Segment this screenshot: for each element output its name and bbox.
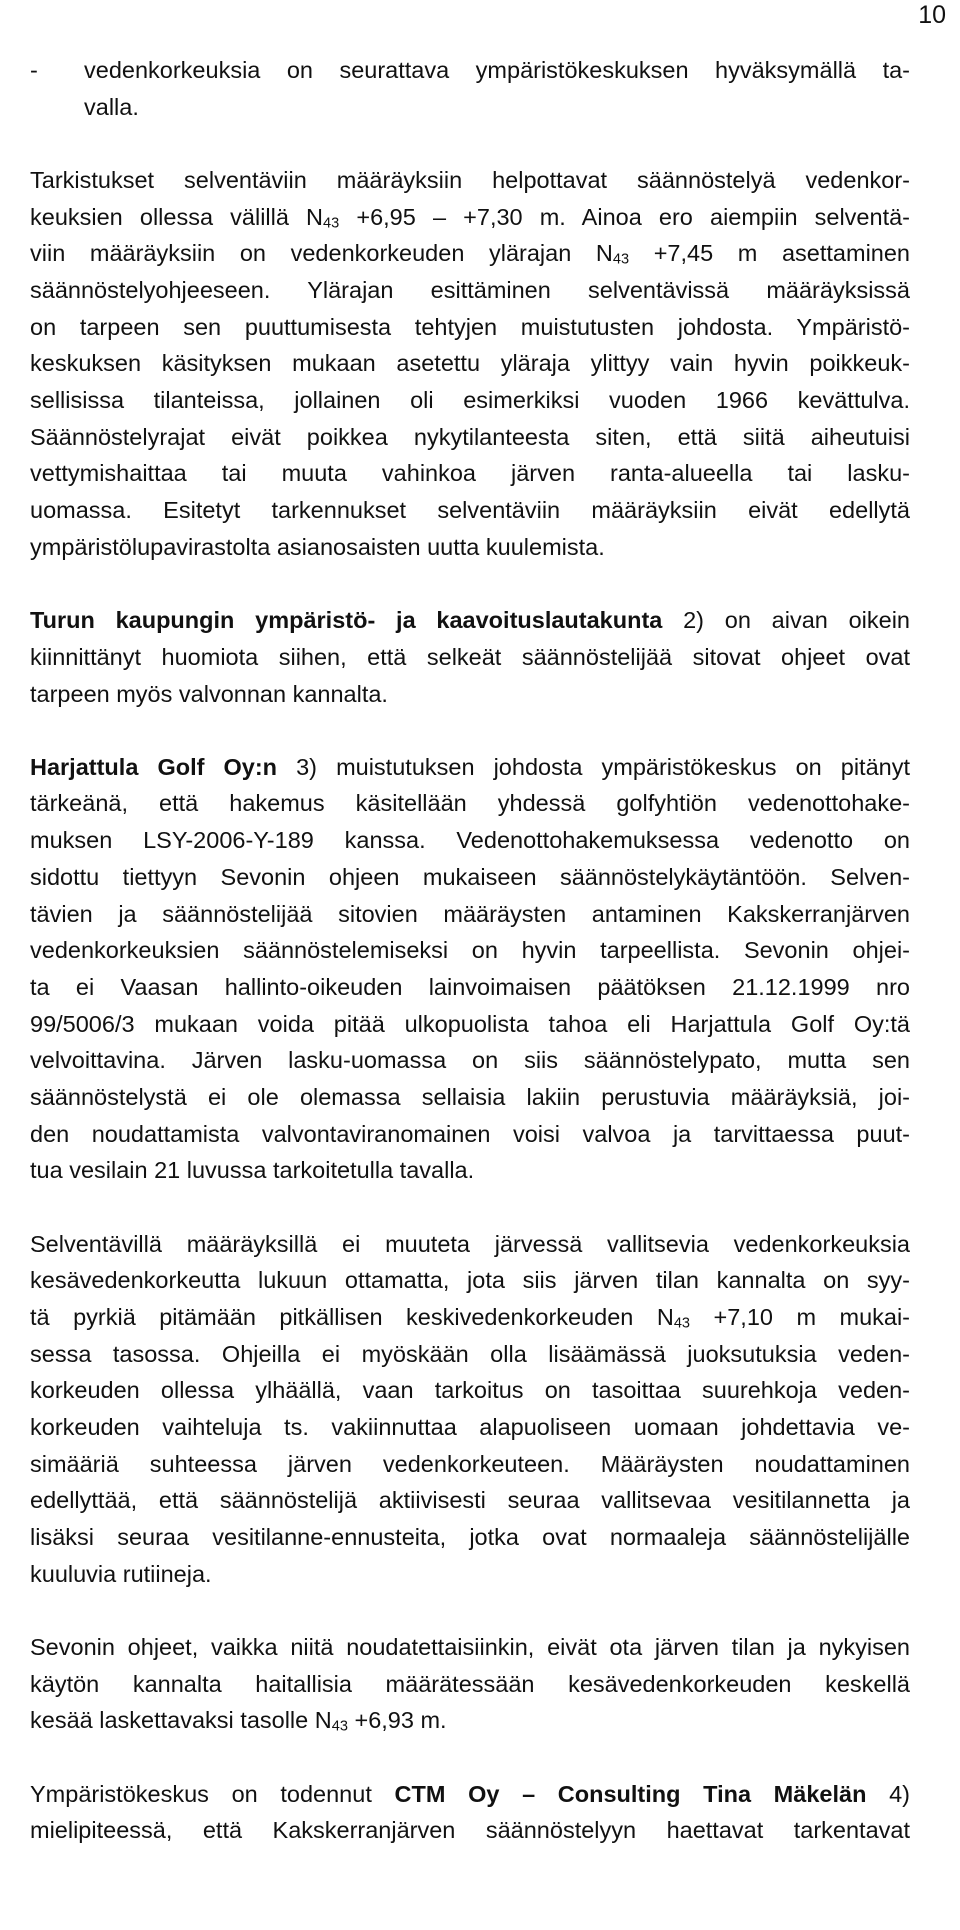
page-number: 10 bbox=[918, 1, 946, 29]
text-run: tä pyrkiä pitämään pitkällisen keskivedenkorkeuden N bbox=[30, 1304, 674, 1330]
bullet-dash: - bbox=[30, 57, 38, 83]
text-line: vedenkorkeuksien säännöstelemiseksi on hyvin tarpeellista. Sevonin ohjei- bbox=[30, 937, 910, 964]
text-line: mielipiteessä, että Kakskerranjärven säännöstelyyn haettavat tarkentavat bbox=[30, 1817, 910, 1844]
text-line: Tarkistukset selventäviin määräyksiin helpottavat säännöstelyä vedenkor- bbox=[30, 166, 910, 193]
text-line: lisäksi seuraa vesitilanne-ennusteita, jotka ovat normaaleja säännöstelijälle bbox=[30, 1524, 910, 1551]
text-line: Selventävillä määräyksillä ei muuteta järvessä vallitsevia vedenkorkeuksia bbox=[30, 1230, 910, 1257]
subscript: 43 bbox=[612, 251, 630, 268]
text-line: on tarpeen sen puuttumisesta tehtyjen muistutusten johdosta. Ympäristö- bbox=[30, 313, 910, 340]
text-line: Sevonin ohjeet, vaikka niitä noudatettaisiinkin, eivät ota järven tilan ja nykyisen bbox=[30, 1634, 910, 1661]
document-body bbox=[30, 52, 910, 1849]
text-line: tärkeänä, että hakemus käsitellään yhdessä golfyhtiön vedenottohake- bbox=[30, 790, 910, 817]
text-line: valla. bbox=[84, 93, 139, 120]
paragraph-selventavilla bbox=[30, 1226, 910, 1593]
text-line: vedenkorkeuksia on seurattava ympäristökeskuksen hyväksymällä ta- bbox=[84, 57, 910, 83]
text-run: +6,95 – +7,30 m. Ainoa ero aiempiin selventä- bbox=[339, 203, 910, 230]
bullet-item bbox=[30, 52, 910, 125]
text-line: säännöstelystä ei ole olemassa sellaisia lakiin perustuvia määräyksiä, joi- bbox=[30, 1083, 910, 1110]
text-line: vettymishaittaa tai muuta vahinkoa järven ranta-alueella tai lasku- bbox=[30, 460, 910, 487]
text-run: 2) on aivan oikein bbox=[662, 607, 911, 634]
paragraph-tarkistukset bbox=[30, 162, 910, 566]
text-line: Säännöstelyrajat eivät poikkea nykytilanteesta siten, että siitä aiheutuisi bbox=[30, 423, 910, 450]
text-line: edellyttää, että säännöstelijä aktiivisesti seuraa vallitsevaa vesitilannetta ja bbox=[30, 1487, 910, 1514]
text-line: ympäristölupavirastolta asianosaisten uutta kuulemista. bbox=[30, 533, 605, 560]
text-line: sessa tasossa. Ohjeilla ei myöskään olla lisäämässä juoksutuksia veden- bbox=[30, 1340, 910, 1367]
paragraph-turun-kaupunki bbox=[30, 602, 910, 712]
text-line: kiinnittänyt huomiota siihen, että selkeät säännöstelijää sitovat ohjeet ovat bbox=[30, 643, 910, 670]
text-line bbox=[30, 199, 910, 236]
text-line: muksen LSY-2006-Y-189 kanssa. Vedenottohakemuksessa vedenotto on bbox=[30, 827, 910, 854]
text-run: +7,10 m mukai- bbox=[690, 1304, 911, 1330]
text-line: kesävedenkorkeutta lukuun ottamatta, jota siis järven tilan kannalta on syy- bbox=[30, 1267, 910, 1294]
text-line: ta ei Vaasan hallinto-oikeuden lainvoimaisen päätöksen 21.12.1999 nro bbox=[30, 973, 910, 1000]
bullet-text bbox=[84, 52, 910, 125]
text-run: kesää laskettavaksi tasolle N bbox=[30, 1707, 332, 1734]
text-line: uomassa. Esitetyt tarkennukset selventäviin määräyksiin eivät edellytä bbox=[30, 497, 910, 524]
text-line: tua vesilain 21 luvussa tarkoitetulla tavalla. bbox=[30, 1157, 475, 1184]
text-line: korkeuden vaihteluja ts. vakiinnuttaa alapuoliseen uomaan johdettavia ve- bbox=[30, 1414, 910, 1441]
text-line: tävien ja säännöstelijää sitovien määräysten antaminen Kakskerranjärven bbox=[30, 900, 910, 927]
text-line bbox=[30, 1299, 910, 1336]
text-line: velvoittavina. Järven lasku-uomassa on siis säännöstelypato, mutta sen bbox=[30, 1047, 910, 1074]
text-run: +6,93 m. bbox=[347, 1707, 447, 1734]
subscript: 43 bbox=[673, 1315, 691, 1332]
text-line: säännöstelyohjeeseen. Ylärajan esittäminen selventävissä määräyksissä bbox=[30, 277, 910, 304]
text-line: tarpeen myös valvonnan kannalta. bbox=[30, 680, 388, 707]
text-line bbox=[30, 1776, 910, 1813]
text-line: käytön kannalta haitallisia määrätessään kesävedenkorkeuden keskellä bbox=[30, 1670, 910, 1697]
text-line bbox=[30, 602, 910, 639]
text-line: sidottu tiettyyn Sevonin ohjeen mukaiseen säännöstelykäytäntöön. Selven- bbox=[30, 863, 910, 890]
paragraph-harjattula bbox=[30, 749, 910, 1189]
text-line bbox=[30, 235, 910, 272]
text-line: korkeuden ollessa ylhäällä, vaan tarkoitus on tasoittaa suurehkoja veden- bbox=[30, 1377, 910, 1404]
subscript: 43 bbox=[331, 1719, 348, 1736]
text-line: keskuksen käsityksen mukaan asetettu yläraja ylittyy vain hyvin poikkeuk- bbox=[30, 350, 910, 377]
text-run: keuksien ollessa välillä N bbox=[30, 203, 324, 230]
text-line bbox=[30, 1702, 910, 1739]
text-run: 4) bbox=[866, 1780, 910, 1807]
text-line: kuuluvia rutiineja. bbox=[30, 1560, 212, 1587]
text-run: viin määräyksiin on vedenkorkeuden ylärajan N bbox=[30, 240, 613, 267]
text-run: +7,45 m asettaminen bbox=[629, 240, 910, 267]
text-run: Ympäristökeskus on todennut bbox=[30, 1780, 395, 1807]
subscript: 43 bbox=[323, 215, 340, 232]
text-line: simääriä suhteessa järven vedenkorkeuteen. Määräysten noudattaminen bbox=[30, 1450, 910, 1477]
paragraph-ctm-oy bbox=[30, 1776, 910, 1849]
text-line: 99/5006/3 mukaan voida pitää ulkopuolista tahoa eli Harjattula Golf Oy:tä bbox=[30, 1010, 910, 1037]
text-line bbox=[30, 749, 910, 786]
bold-entity: Turun kaupungin ympäristö- ja kaavoituslautakunta bbox=[30, 607, 663, 634]
text-line: sellisissa tilanteissa, jollainen oli esimerkiksi vuoden 1966 kevättulva. bbox=[30, 387, 910, 414]
bold-entity: Harjattula Golf Oy:n bbox=[30, 753, 278, 780]
text-run: 3) muistutuksen johdosta ympäristökeskus on pitänyt bbox=[277, 753, 911, 780]
text-line: den noudattamista valvontaviranomainen voisi valvoa ja tarvittaessa puut- bbox=[30, 1120, 910, 1147]
bold-entity: CTM Oy – Consulting Tina Mäkelän bbox=[394, 1780, 867, 1807]
paragraph-sevonin-ohjeet bbox=[30, 1629, 910, 1739]
